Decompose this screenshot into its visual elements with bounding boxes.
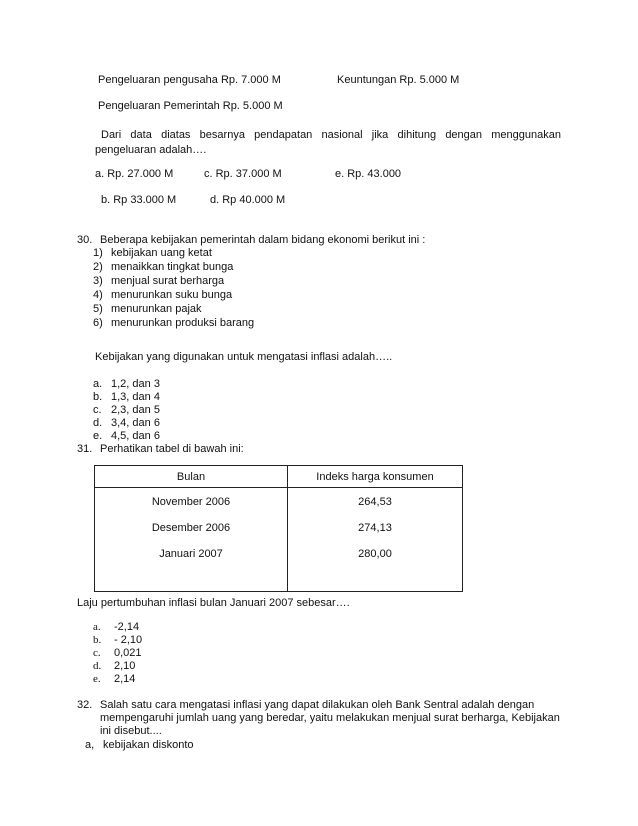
q30-option-letter: d.: [93, 417, 103, 429]
q30-number: 30.: [77, 234, 93, 246]
q30-question: Beberapa kebijakan pemerintah dalam bidang ekonomi berikut ini :: [100, 234, 426, 246]
q31-number: 31.: [77, 443, 93, 455]
q30-option-letter: c.: [93, 404, 102, 416]
q31-option-letter: d.: [93, 660, 102, 672]
q30-option-letter: a.: [93, 378, 103, 390]
table-cell: November 2006: [151, 496, 231, 508]
q30-item-text: menurunkan produksi barang: [111, 317, 255, 329]
q30-item-number: 4): [93, 289, 103, 301]
table-header-cell: Indeks harga konsumen: [288, 466, 463, 488]
q32-option-letter: a,: [85, 739, 95, 751]
q31-question: Perhatikan tabel di bawah ini:: [100, 443, 244, 455]
q31-option-letter: b.: [93, 634, 102, 646]
q31-prompt: Laju pertumbuhan inflasi bulan Januari 2007 sebesar….: [77, 597, 350, 609]
table-column-bulan: [95, 488, 288, 592]
q30-item-number: 3): [93, 275, 103, 287]
top-para-line2: pengeluaran adalah….: [95, 144, 207, 156]
cpi-table: [94, 465, 463, 592]
q31-option-letter: e.: [93, 673, 101, 685]
q32-option-a: kebijakan diskonto: [103, 739, 194, 751]
table-body: [95, 488, 463, 592]
top-option-d: d. Rp 40.000 M: [210, 194, 286, 206]
q30-option-letter: b.: [93, 391, 103, 403]
q30-item-text: menurunkan pajak: [111, 303, 202, 315]
q32-number: 32.: [77, 699, 93, 711]
q31-option-letter: a.: [93, 621, 101, 633]
q31-option-text: 2,10: [114, 660, 136, 672]
top-line2: Pengeluaran Pemerintah Rp. 5.000 M: [98, 100, 283, 112]
q30-item-number: 1): [93, 247, 103, 259]
q32-line3: ini disebut....: [100, 725, 162, 737]
top-option-c: c. Rp. 37.000 M: [204, 168, 282, 180]
q32-line1: Salah satu cara mengatasi inflasi yang dapat dilakukan oleh Bank Sentral adalah dengan: [100, 699, 535, 711]
q30-item-number: 6): [93, 317, 103, 329]
table-cell: Desember 2006: [151, 522, 231, 534]
q31-option-text: -2,14: [114, 621, 140, 633]
top-line1-left: Pengeluaran pengusaha Rp. 7.000 M: [98, 74, 281, 86]
q30-option-letter: e.: [93, 430, 103, 442]
q30-option-text: 4,5, dan 6: [111, 430, 160, 442]
table-cell: 264,53: [358, 496, 392, 508]
q31-option-text: - 2,10: [114, 634, 143, 646]
table-header-row: [95, 466, 463, 488]
q30-item-number: 2): [93, 261, 103, 273]
table-cell: Januari 2007: [159, 548, 223, 560]
top-option-e: e. Rp. 43.000: [335, 168, 402, 180]
q30-item-number: 5): [93, 303, 103, 315]
q30-option-text: 2,3, dan 5: [111, 404, 160, 416]
q31-option-text: 2,14: [114, 673, 136, 685]
q30-option-text: 3,4, dan 6: [111, 417, 160, 429]
q30-item-text: menaikkan tingkat bunga: [111, 261, 234, 273]
table-cell: 274,13: [358, 522, 392, 534]
table-header-cell: Bulan: [95, 466, 288, 488]
q30-option-text: 1,2, dan 3: [111, 378, 160, 390]
table-column-indeks: [288, 488, 463, 592]
top-option-a: a. Rp. 27.000 M: [95, 168, 174, 180]
q32-line2: mempengaruhi jumlah uang yang beredar, yaitu melakukan menjual surat berharga, Kebijakan: [100, 712, 560, 724]
table-cell: 280,00: [358, 548, 392, 560]
q31-option-letter: c.: [93, 647, 101, 659]
top-option-b: b. Rp 33.000 M: [101, 194, 177, 206]
q30-prompt: Kebijakan yang digunakan untuk mengatasi inflasi adalah…..: [95, 351, 393, 363]
q30-item-text: menjual surat berharga: [111, 275, 225, 287]
q31-option-text: 0,021: [114, 647, 142, 659]
top-para-line1: Dari data diatas besarnya pendapatan nasional jika dihitung dengan menggunakan: [101, 129, 561, 141]
q30-option-text: 1,3, dan 4: [111, 391, 160, 403]
q30-item-text: menurunkan suku bunga: [111, 289, 233, 301]
q30-item-text: kebijakan uang ketat: [111, 247, 212, 259]
top-line1-right: Keuntungan Rp. 5.000 M: [337, 74, 460, 86]
